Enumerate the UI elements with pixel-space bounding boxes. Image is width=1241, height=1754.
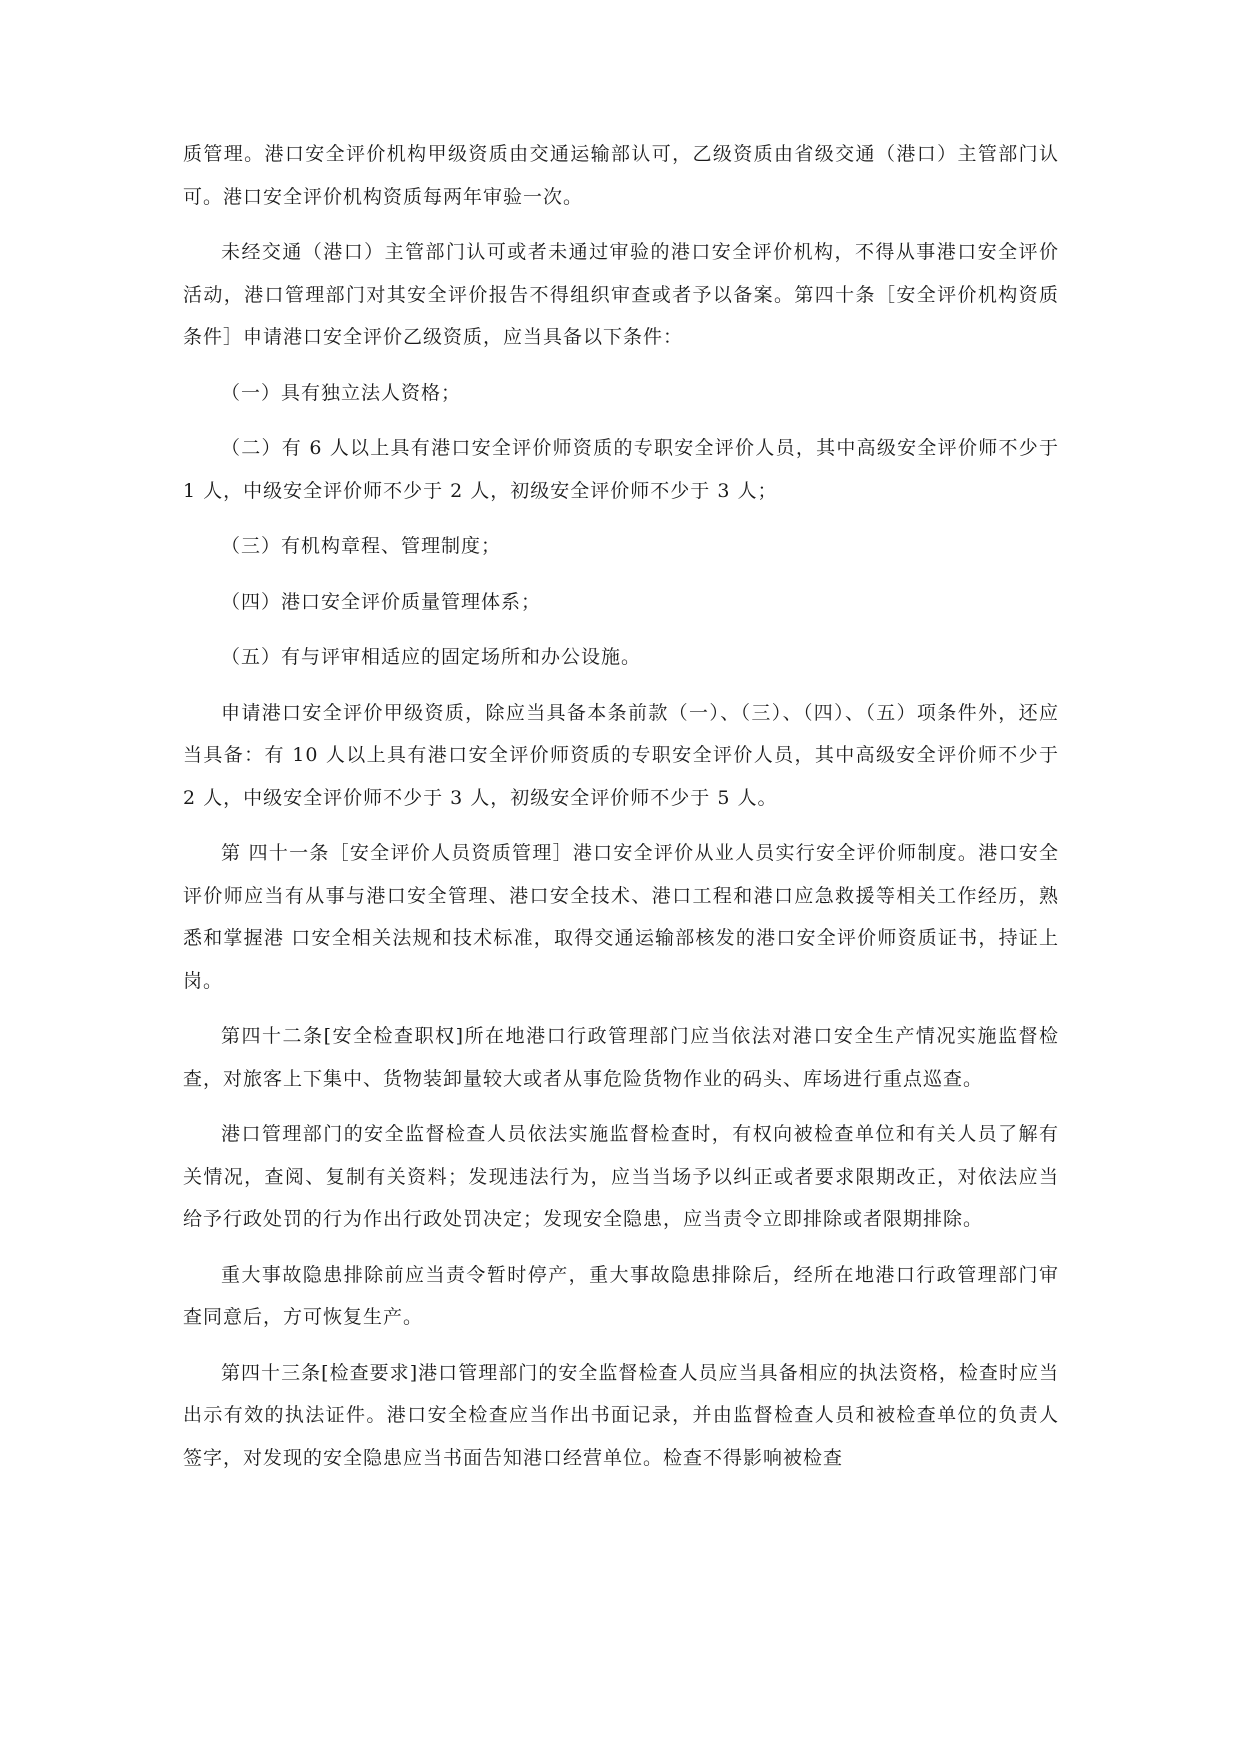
article-41: 第 四十一条［安全评价人员资质管理］港口安全评价从业人员实行安全评价师制度。港口安全评价师应当有从事与港口安全管理、港口安全技术、港口工程和港口应急救援等相关工作经历，熟悉和掌握港 口安全相关法规和技术标准，取得交通运输部核发的港口安全评价师资质证书，持证上岗。: [183, 842, 1059, 992]
article-42: 第四十二条[安全检查职权]所在地港口行政管理部门应当依法对港口安全生产情况实施监督检查，对旅客上下集中、货物装卸量较大或者从事危险货物作业的码头、库场进行重点巡查。: [183, 1025, 1059, 1090]
article-43: 第四十三条[检查要求]港口管理部门的安全监督检查人员应当具备相应的执法资格，检查时应当出示有效的执法证件。港口安全检查应当作出书面记录，并由监督检查人员和被检查单位的负责人签字，对发现的安全隐患应当书面告知港口经营单位。检查不得影响被检查: [183, 1361, 1059, 1469]
condition-item-3: （三）有机构章程、管理制度；: [221, 535, 502, 557]
paragraph-continuation: 质管理。港口安全评价机构甲级资质由交通运输部认可，乙级资质由省级交通（港口）主管部门认可。港口安全评价机构资质每两年审验一次。: [183, 143, 1059, 208]
document-page: [183, 133, 1059, 1492]
condition-item-4: （四）港口安全评价质量管理体系；: [221, 590, 542, 613]
condition-item-2: （二）有 6 人以上具有港口安全评价师资质的专职安全评价人员，其中高级安全评价师不少于 1 人，中级安全评价师不少于 2 人，初级安全评价师不少于 3 人；: [183, 437, 1059, 502]
paragraph-inspection-powers: 港口管理部门的安全监督检查人员依法实施监督检查时，有权向被检查单位和有关人员了解有关情况，查阅、复制有关资料；发现违法行为，应当当场予以纠正或者要求限期改正，对依法应当给予行政处罚的行为作出行政处罚决定；发现安全隐患，应当责令立即排除或者限期排除。: [183, 1123, 1059, 1230]
condition-item-1: （一）具有独立法人资格；: [221, 381, 462, 404]
paragraph-unapproved-agencies: 未经交通（港口）主管部门认可或者未通过审验的港口安全评价机构，不得从事港口安全评价活动，港口管理部门对其安全评价报告不得组织审查或者予以备案。第四十条［安全评价机构资质条件］申请港口安全评价乙级资质，应当具备以下条件：: [183, 241, 1059, 348]
paragraph-major-hazards: 重大事故隐患排除前应当责令暂时停产，重大事故隐患排除后，经所在地港口行政管理部门审查同意后，方可恢复生产。: [183, 1263, 1059, 1328]
condition-item-5: （五）有与评审相适应的固定场所和办公设施。: [221, 646, 642, 668]
paragraph-grade-a-qualification: 申请港口安全评价甲级资质，除应当具备本条前款（一）、（三）、（四）、（五）项条件外，还应当具备：有 10 人以上具有港口安全评价师资质的专职安全评价人员，其中高级安全评价师不少于 2 人，中级安全评价师不少于 3 人，初级安全评价师不少于 5 人。: [183, 701, 1059, 809]
